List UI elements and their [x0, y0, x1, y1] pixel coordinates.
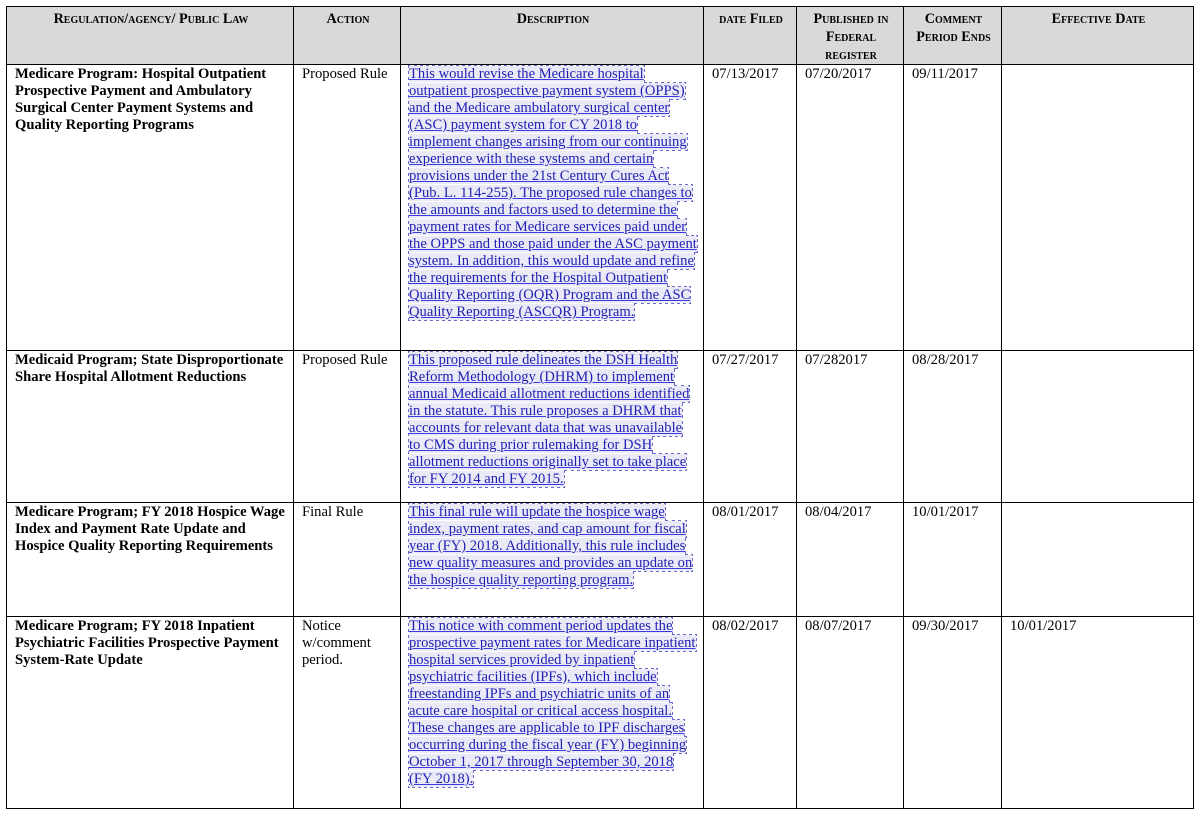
table-row: [7, 351, 1194, 503]
regulation-cell: Medicare Program: Hospital Outpatient Prospective Payment and Ambulatory Surgical Center Payment Systems and Quality Reporting Programs: [7, 65, 294, 351]
effective-date-cell: 10/01/2017: [1002, 617, 1194, 809]
date-filed-cell: 07/27/2017: [704, 351, 797, 503]
action-cell: Notice w/comment period.: [294, 617, 401, 809]
date-filed-cell: 08/02/2017: [704, 617, 797, 809]
action-cell: Final Rule: [294, 503, 401, 617]
table-row: [7, 617, 1194, 809]
effective-date-cell: [1002, 351, 1194, 503]
comment-ends-cell: 09/11/2017: [904, 65, 1002, 351]
date-filed-cell: 07/13/2017: [704, 65, 797, 351]
published-cell: 07/282017: [797, 351, 904, 503]
description-cell: [401, 351, 704, 503]
published-cell: 08/07/2017: [797, 617, 904, 809]
description-cell: [401, 503, 704, 617]
effective-date-cell: [1002, 503, 1194, 617]
header-comment-ends: Comment Period Ends: [904, 7, 1002, 65]
regulation-cell: Medicaid Program; State Disproportionate Share Hospital Allotment Reductions: [7, 351, 294, 503]
comment-ends-cell: 10/01/2017: [904, 503, 1002, 617]
header-effective-date: Effective Date: [1002, 7, 1194, 65]
comment-ends-cell: 08/28/2017: [904, 351, 1002, 503]
header-action: Action: [294, 7, 401, 65]
header-description: Description: [401, 7, 704, 65]
header-regulation: Regulation/agency/ Public Law: [7, 7, 294, 65]
published-cell: 07/20/2017: [797, 65, 904, 351]
description-link[interactable]: This would revise the Medicare hospital outpatient prospective payment system (OPPS) and the Medicare ambulatory surgical center (ASC) payment system for CY 2018 to implement changes arising from our continuing experience with these systems and certain provisions under the 21st Century Cures Act (Pub. L. 114-255). The proposed rule changes to the amounts and factors used to determine the payment rates for Medicare services paid under the OPPS and those paid under the ASC payment system. In addition, this would update and refine the requirements for the Hospital Outpatient Quality Reporting (OQR) Program and the ASC Quality Reporting (ASCQR) Program.: [409, 66, 697, 320]
description-cell: [401, 65, 704, 351]
action-cell: Proposed Rule: [294, 65, 401, 351]
description-link[interactable]: This notice with comment period updates the prospective payment rates for Medicare inpatient hospital services provided by inpatient psychiatric facilities (IPFs), which include freestanding IPFs and psychiatric units of an acute care hospital or critical access hospital. These changes are applicable to IPF discharges occurring during the fiscal year (FY) beginning October 1, 2017 through September 30, 2018 (FY 2018).: [409, 618, 696, 787]
table-row: [7, 65, 1194, 351]
table-row: [7, 503, 1194, 617]
header-published: Published in Federal register: [797, 7, 904, 65]
regulations-table: [6, 6, 1194, 809]
date-filed-cell: 08/01/2017: [704, 503, 797, 617]
description-link[interactable]: This final rule will update the hospice wage index, payment rates, and cap amount for fiscal year (FY) 2018. Additionally, this rule includes new quality measures and provides an update on the hospice quality reporting program.: [409, 504, 693, 588]
description-cell: [401, 617, 704, 809]
comment-ends-cell: 09/30/2017: [904, 617, 1002, 809]
published-cell: 08/04/2017: [797, 503, 904, 617]
description-link[interactable]: This proposed rule delineates the DSH Health Reform Methodology (DHRM) to implement annual Medicaid allotment reductions identified in the statute. This rule proposes a DHRM that accounts for relevant data that was unavailable to CMS during prior rulemaking for DSH allotment reductions originally set to take place for FY 2014 and FY 2015.: [409, 352, 690, 487]
action-cell: Proposed Rule: [294, 351, 401, 503]
regulation-cell: Medicare Program; FY 2018 Inpatient Psychiatric Facilities Prospective Payment System-Rate Update: [7, 617, 294, 809]
regulation-cell: Medicare Program; FY 2018 Hospice Wage Index and Payment Rate Update and Hospice Quality Reporting Requirements: [7, 503, 294, 617]
header-date-filed: date Filed: [704, 7, 797, 65]
header-row: [7, 7, 1194, 65]
effective-date-cell: [1002, 65, 1194, 351]
